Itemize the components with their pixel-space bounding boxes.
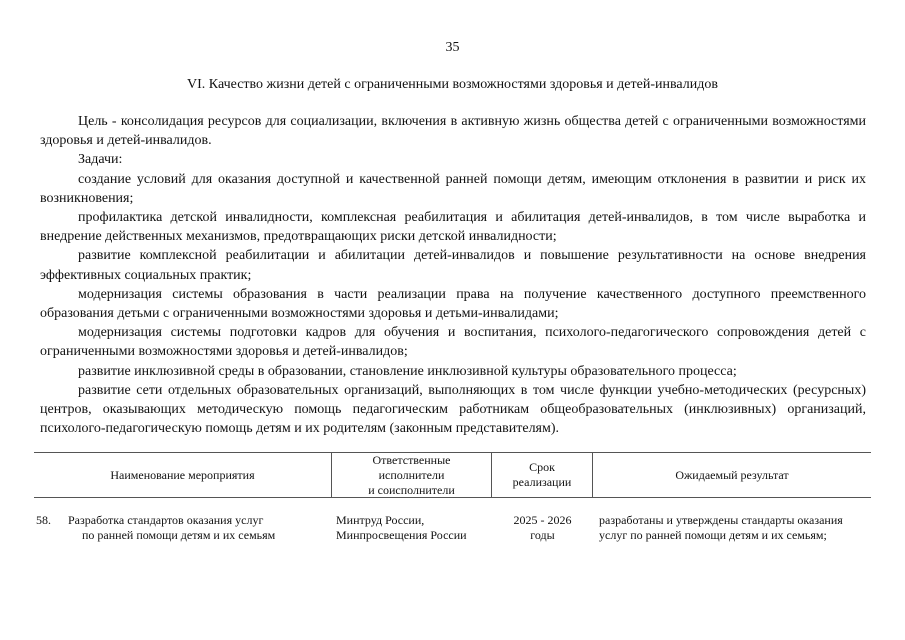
- header-term: [492, 453, 593, 497]
- result-line: услуг по ранней помощи детям и их семьям;: [599, 528, 827, 542]
- header-name-label: Наименование мероприятия: [110, 467, 255, 482]
- cell-responsible: [332, 513, 492, 543]
- header-responsible: [332, 453, 492, 497]
- cell-name: [34, 513, 332, 543]
- header-term-line: Срок: [529, 460, 555, 474]
- header-responsible-line: и соисполнители: [368, 482, 455, 497]
- page-number: 35: [445, 40, 460, 55]
- header-responsible-line: Ответственные: [372, 452, 451, 467]
- cell-result: [593, 513, 871, 543]
- table-row: [34, 513, 871, 543]
- measures-table: [34, 452, 871, 543]
- section-title: VI. Качество жизни детей с ограниченными возможностями здоровья и детей-инвалидов: [187, 77, 718, 92]
- table-header: [34, 452, 871, 498]
- task-item: модернизация системы образования в части реализации права на получение качественного доступного преемственного образования детьми с ограниченными возможностями здоровья и детьми-инвалидами;: [40, 286, 866, 322]
- task-item: развитие инклюзивной среды в образовании, становление инклюзивной культуры образовательного процесса;: [78, 363, 737, 379]
- measure-name-line: по ранней помощи детям и их семьям: [82, 528, 276, 542]
- tasks-heading: Задачи:: [78, 152, 123, 168]
- section-body: [40, 112, 866, 438]
- cell-term: [492, 513, 593, 543]
- term-line: годы: [530, 528, 555, 542]
- result-line: разработаны и утверждены стандарты оказания: [599, 513, 843, 527]
- responsible-line: Минпросвещения России: [336, 528, 467, 542]
- header-name: [34, 453, 332, 497]
- responsible-line: Минтруд России,: [336, 513, 425, 527]
- row-number: 58.: [36, 513, 51, 527]
- task-item: профилактика детской инвалидности, комплексная реабилитация и абилитация детей-инвалидов, в том числе выработка и внедрение действенных механизмов, предотвращающих риски детской инвалидности;: [40, 210, 866, 245]
- task-item: развитие комплексной реабилитации и абилитации детей-инвалидов и повышение результативности на основе внедрения эффективных социальных практик;: [40, 248, 866, 283]
- task-item: модернизация системы подготовки кадров для обучения и воспитания, психолого-педагогического сопровождения детей с ограниченными возможностями здоровья и детей-инвалидов;: [40, 325, 866, 360]
- task-item: создание условий для оказания доступной и качественной ранней помощи детям, имеющим отклонения в развитии и риск их возникновения;: [40, 171, 866, 206]
- task-item: развитие сети отдельных образовательных организаций, выполняющих в том числе функции учебно-методических (ресурсных) центров, оказывающих методическую помощь педагогическим работникам общеобразовательных (инклюзивных) организаций, психолого-педагогическую помощь детям и их родителям (законным представителям).: [40, 382, 866, 437]
- header-responsible-line: исполнители: [378, 467, 445, 482]
- term-line: 2025 - 2026: [513, 513, 572, 527]
- header-result-label: Ожидаемый результат: [675, 467, 789, 482]
- measure-name-line: Разработка стандартов оказания услуг: [68, 513, 264, 527]
- header-result: [593, 453, 871, 497]
- header-term-line: реализации: [512, 475, 572, 489]
- goal-paragraph: Цель - консолидация ресурсов для социализации, включения в активную жизнь общества детей с ограниченными возможностями здоровья и детей-инвалидов.: [40, 114, 866, 149]
